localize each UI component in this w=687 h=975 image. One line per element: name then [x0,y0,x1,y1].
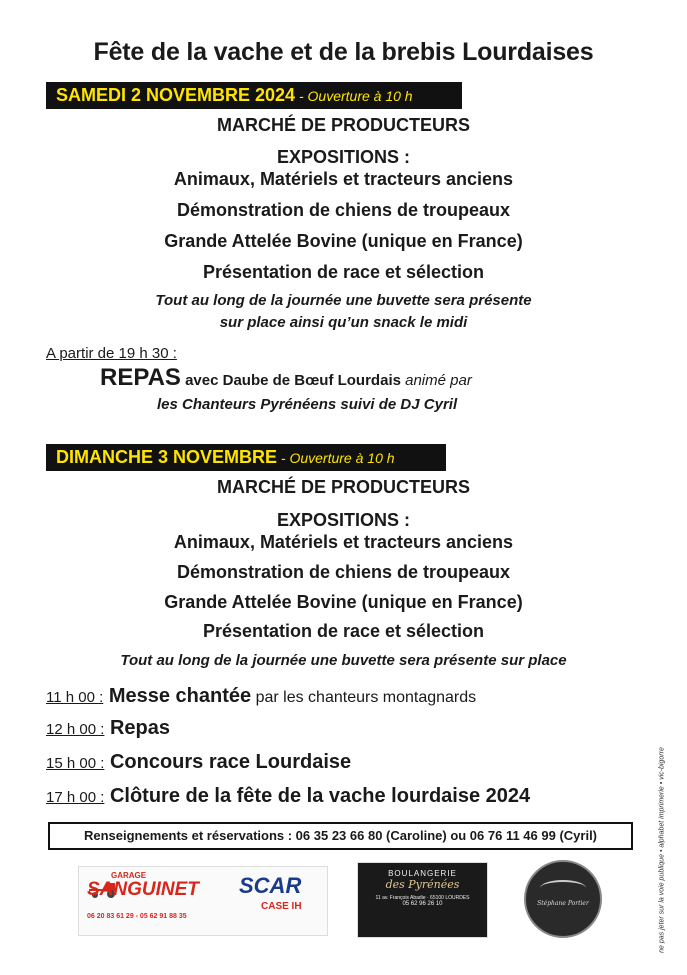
saturday-item: Démonstration de chiens de troupeaux [176,200,511,220]
schedule-time: 12 h 00 : [46,721,105,738]
repas-bold: avec Daube de Bœuf Lourdais [180,372,406,389]
repas-big: REPAS [100,364,181,391]
boulangerie-addr: 11 av. François Abadie · 65100 LOURDES [375,895,470,901]
repas-italic: animé par [405,372,472,389]
boulangerie-top: BOULANGERIE [388,869,457,878]
saturday-note-line2: sur place ainsi qu’un snack le midi [219,314,468,331]
info-box: Renseignements et réservations : 06 35 23 66 80 (Caroline) ou 06 76 11 46 99 (Cyril) [48,822,633,850]
sunday-item: Animaux, Matériels et tracteurs anciens [173,532,514,552]
schedule-time: 11 h 00 : [46,689,104,706]
scar-logo: SCAR [239,873,302,898]
schedule-extra: par les chanteurs montagnards [251,689,477,706]
sunday-note: Tout au long de la journée une buvette sera présente sur place [120,652,567,669]
sunday-item: Grande Attelée Bovine (unique en France) [164,592,523,612]
garage-name: SANGUINET [87,879,199,900]
saturday-market: MARCHÉ DE PRODUCTEURS [216,115,470,135]
saturday-item: Grande Attelée Bovine (unique en France) [164,231,523,251]
schedule-event: Repas [109,717,170,739]
side-note [652,740,672,960]
schedule-row [46,685,476,708]
barber-emblem-icon [540,880,586,896]
garage-top: GARAGE [111,871,147,880]
saturday-date: SAMEDI 2 NOVEMBRE 2024 [56,85,296,105]
saturday-opening: - Ouverture à 10 h [295,88,413,104]
schedule-time: 15 h 00 : [46,755,105,772]
schedule-event: Messe chantée [108,685,252,707]
sponsor-garage-scar [78,866,328,936]
schedule-time: 17 h 00 : [46,789,105,806]
sunday-item: Présentation de race et sélection [202,621,485,641]
sunday-expos: EXPOSITIONS : [276,510,411,530]
schedule-row [46,751,351,774]
sunday-date: DIMANCHE 3 NOVEMBRE [56,447,278,467]
boulangerie-phone: 05 62 96 26 10 [402,901,443,907]
boulangerie-name: des Pyrénées [385,878,460,891]
sponsor-barber [524,860,602,938]
evening-time: A partir de 19 h 30 : [46,345,177,362]
sunday-market: MARCHÉ DE PRODUCTEURS [216,477,470,497]
saturday-note-line1: Tout au long de la journée une buvette sera présente [155,292,532,309]
sunday-item: Démonstration de chiens de troupeaux [176,562,511,582]
scar-sub: CASE IH [261,901,302,912]
page-title: Fête de la vache et de la brebis Lourdaises [93,38,594,66]
saturday-item: Animaux, Matériels et tracteurs anciens [173,169,514,189]
sponsor-boulangerie [357,862,488,938]
saturday-banner [46,82,462,109]
schedule-row [46,785,530,808]
repas-line2: les Chanteurs Pyrénéens suivi de DJ Cyril [157,396,458,413]
side-note-text: ne pas jeter sur la voie publique • alphabet imprimerie • vic-bigorre [658,747,666,953]
garage-phone: 06 20 83 61 29 - 05 62 91 88 35 [87,913,187,920]
sunday-banner [46,444,446,471]
schedule-event: Concours race Lourdaise [109,751,352,773]
sunday-opening: - Ouverture à 10 h [277,450,395,466]
schedule-row [46,717,170,740]
schedule-event: Clôture de la fête de la vache lourdaise 2024 [109,785,531,807]
repas-line [100,364,472,392]
barber-name: Stéphane Portier [537,900,589,907]
saturday-item: Présentation de race et sélection [202,262,485,282]
saturday-expos: EXPOSITIONS : [276,147,411,167]
